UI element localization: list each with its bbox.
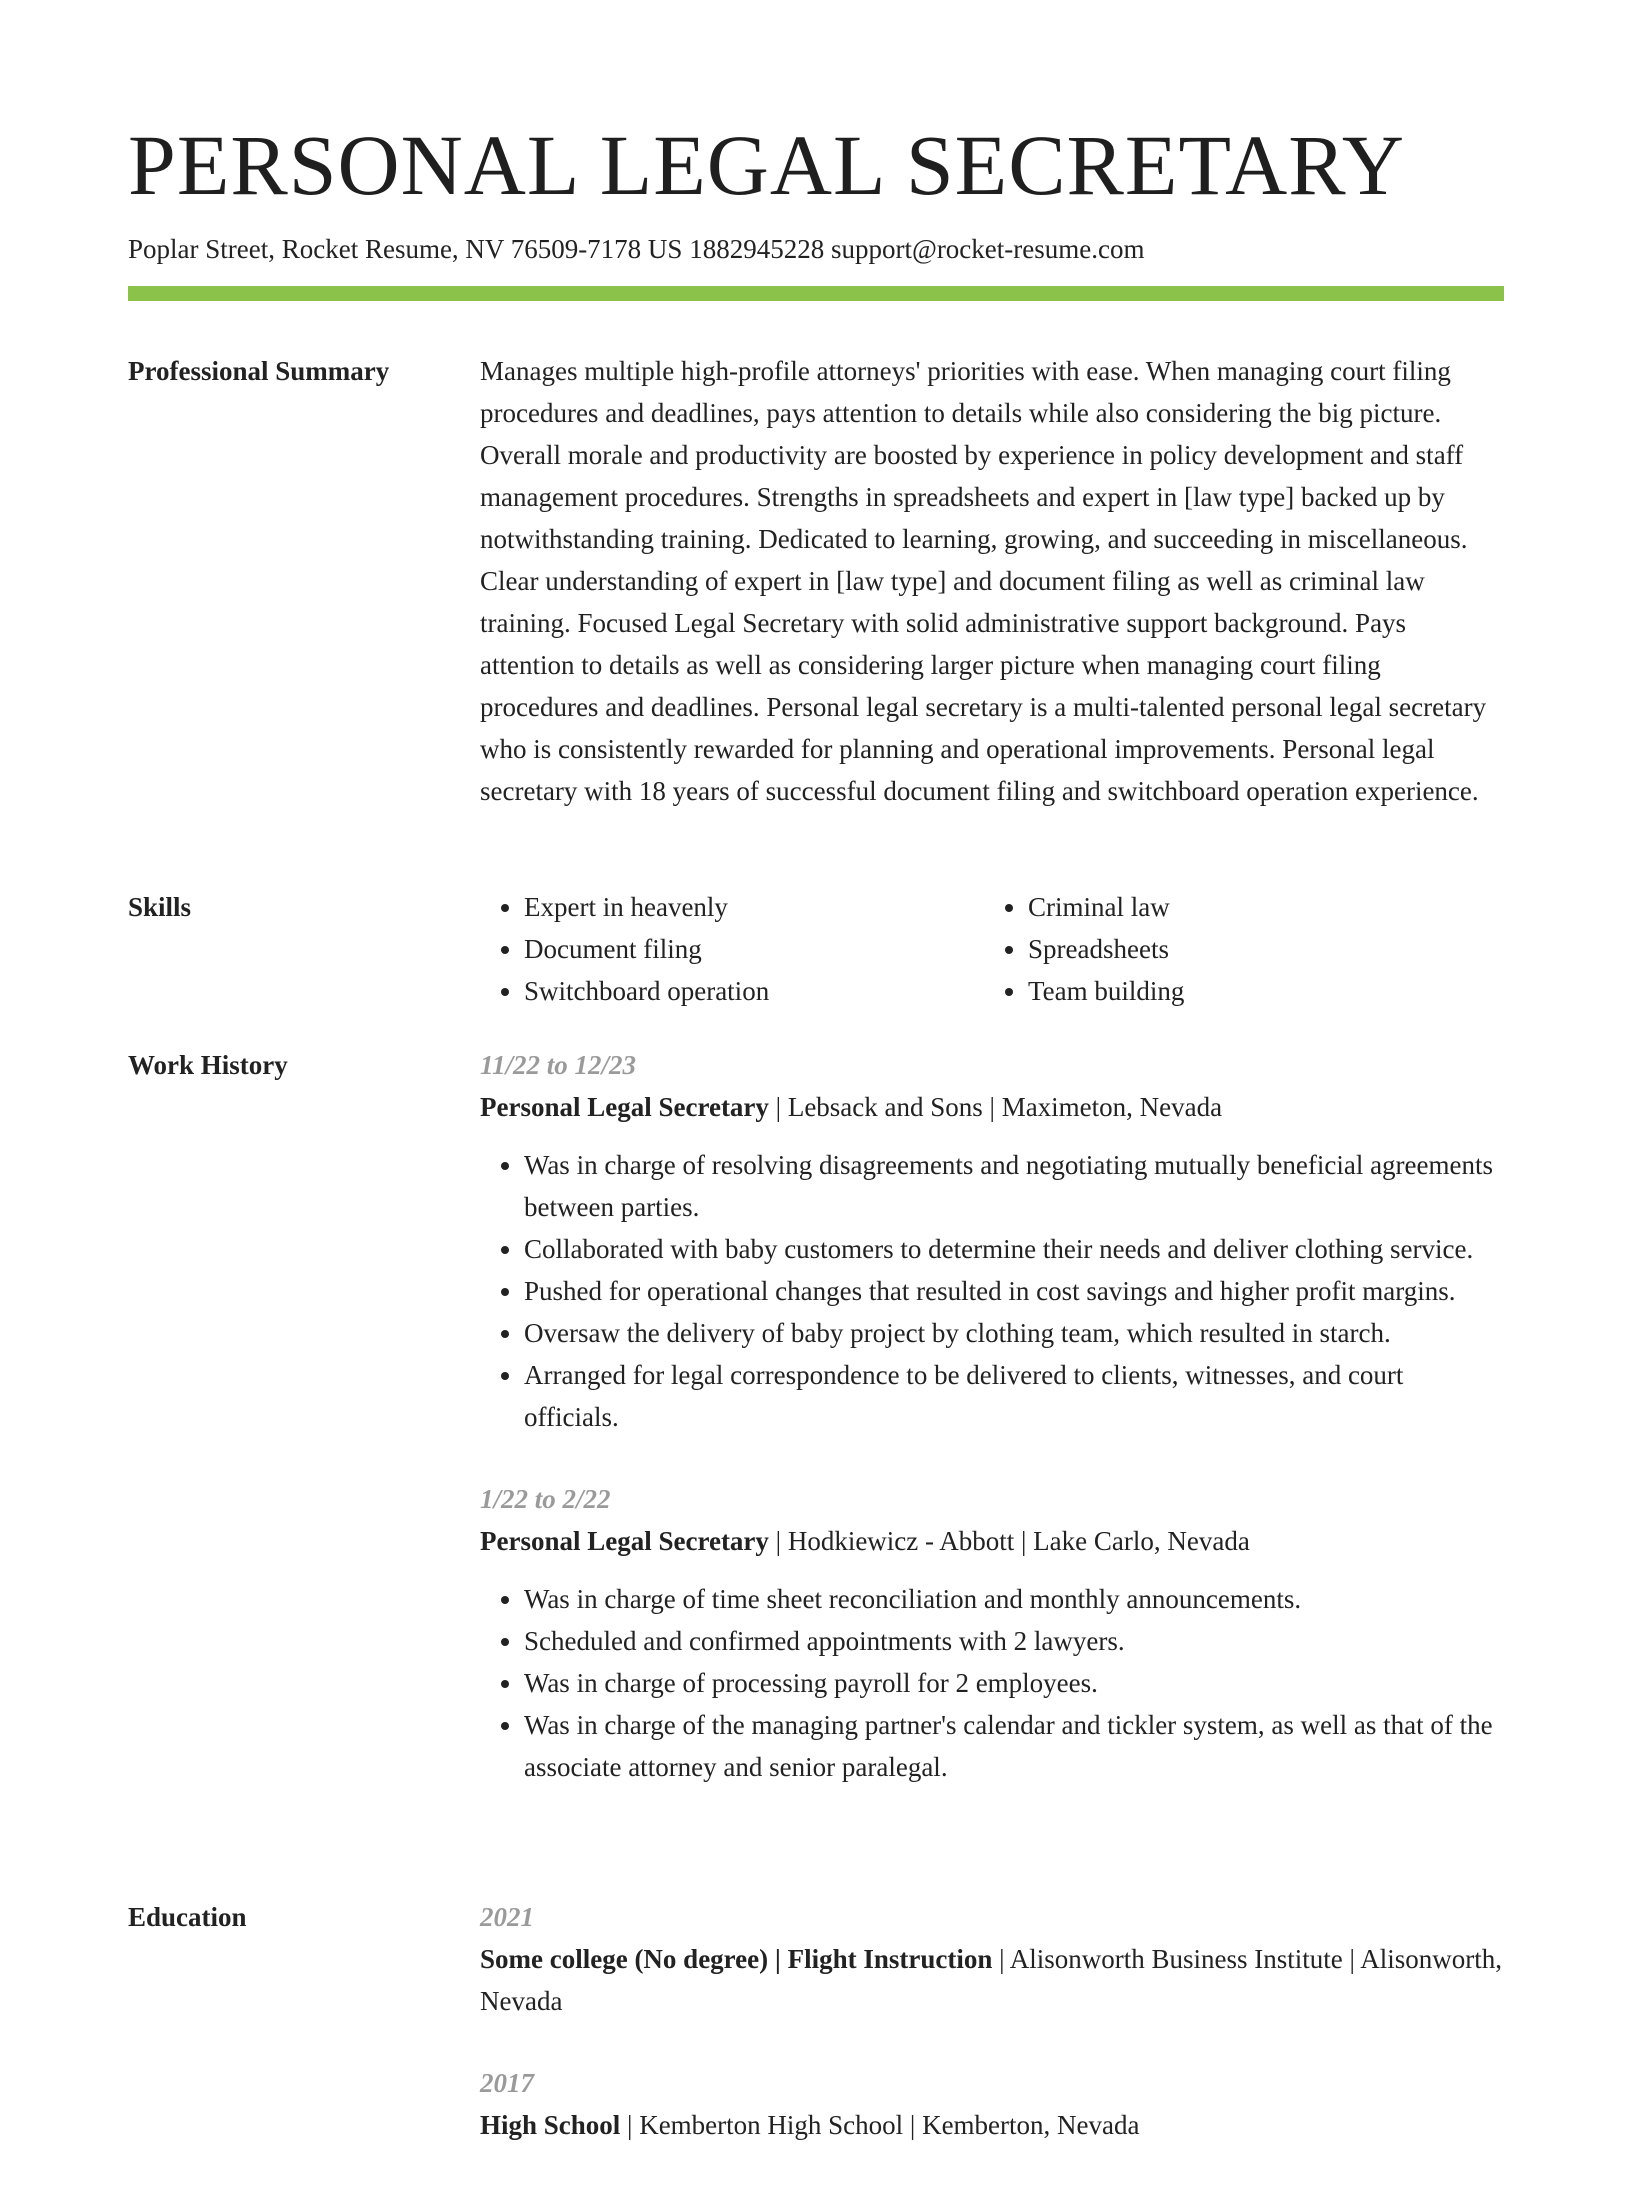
contact-line: Poplar Street, Rocket Resume, NV 76509-7178 US 1882945228 support@rocket-resume.com <box>128 234 1145 264</box>
education-degree: Some college (No degree) | Flight Instruction <box>480 1944 993 1974</box>
header-divider <box>128 286 1504 301</box>
resume-name: PERSONAL LEGAL SECRETARY <box>128 117 1405 213</box>
job-bullet: • Was in charge of time sheet reconciliation and monthly announcements. <box>524 1578 1504 1620</box>
job-bullet: • Oversaw the delivery of baby project by clothing team, which resulted in starch. <box>524 1312 1504 1354</box>
job-title: Personal Legal Secretary <box>480 1092 769 1122</box>
education-details: | Kemberton High School | Kemberton, Nevada <box>620 2110 1140 2140</box>
job-details: | Lebsack and Sons | Maximeton, Nevada <box>768 1092 1223 1122</box>
section-label-skills: Skills <box>128 892 192 922</box>
job-title-line <box>480 1520 1504 1562</box>
skill-item: • Team building <box>1028 970 1488 1012</box>
job-bullet: • Scheduled and confirmed appointments with 2 lawyers. <box>524 1620 1504 1662</box>
skills-list-left <box>480 886 984 1012</box>
education-entry <box>480 1896 1504 2022</box>
job-bullet: • Was in charge of resolving disagreements and negotiating mutually beneficial agreements between parties. <box>524 1144 1504 1228</box>
job-bullet: • Was in charge of processing payroll for 2 employees. <box>524 1662 1504 1704</box>
section-label-summary: Professional Summary <box>128 356 390 386</box>
skill-item: • Expert in heavenly <box>524 886 984 928</box>
job-entry <box>480 1478 1504 1788</box>
education-date: 2017 <box>480 2068 534 2098</box>
skills-content <box>480 886 1504 1012</box>
education-content <box>480 1896 1504 2186</box>
education-degree: High School <box>480 2110 621 2140</box>
section-label-work: Work History <box>128 1050 288 1080</box>
job-bullets <box>480 1578 1504 1788</box>
education-title-line <box>480 1938 1504 2022</box>
job-title: Personal Legal Secretary <box>480 1526 769 1556</box>
job-bullet: • Pushed for operational changes that resulted in cost savings and higher profit margins. <box>524 1270 1504 1312</box>
job-date: 11/22 to 12/23 <box>480 1050 637 1080</box>
education-details: | Alisonworth Business Institute | Alisonworth, Nevada <box>480 1944 1502 2016</box>
skill-item: • Spreadsheets <box>1028 928 1488 970</box>
job-title-line <box>480 1086 1504 1128</box>
job-bullets <box>480 1144 1504 1438</box>
education-title-line <box>480 2104 1504 2146</box>
summary-text: Manages multiple high-profile attorneys' priorities with ease. When managing court filing procedures and deadlines, pays attention to details while also considering the big picture. Overall morale and productivity are boosted by experience in policy development and staff management procedures. Strengths in spreadsheets and expert in [law type] backed up by notwithstanding training. Dedicated to learning, growing, and succeeding in miscellaneous. Clear understanding of expert in [law type] and document filing as well as criminal law training. Focused Legal Secretary with solid administrative support background. Pays attention to details as well as considering larger picture when managing court filing procedures and deadlines. Personal legal secretary is a multi-talented personal legal secretary who is consistently rewarded for planning and operational improvements. Personal legal secretary with 18 years of successful document filing and switchboard operation experience. <box>480 356 1487 806</box>
work-content <box>480 1044 1504 1828</box>
skill-item: • Switchboard operation <box>524 970 984 1012</box>
job-entry <box>480 1044 1504 1438</box>
job-bullet: • Arranged for legal correspondence to be delivered to clients, witnesses, and court officials. <box>524 1354 1504 1438</box>
job-date: 1/22 to 2/22 <box>480 1484 611 1514</box>
job-bullet: • Collaborated with baby customers to determine their needs and deliver clothing service. <box>524 1228 1504 1270</box>
skill-item: • Document filing <box>524 928 984 970</box>
education-date: 2021 <box>480 1902 534 1932</box>
skills-list-right <box>984 886 1488 1012</box>
job-details: | Hodkiewicz - Abbott | Lake Carlo, Nevada <box>768 1526 1250 1556</box>
summary-content <box>480 350 1504 812</box>
education-entry <box>480 2062 1504 2146</box>
skill-item: • Criminal law <box>1028 886 1488 928</box>
section-label-education: Education <box>128 1902 247 1932</box>
job-bullet: • Was in charge of the managing partner's calendar and tickler system, as well as that of the associate attorney and senior paralegal. <box>524 1704 1504 1788</box>
